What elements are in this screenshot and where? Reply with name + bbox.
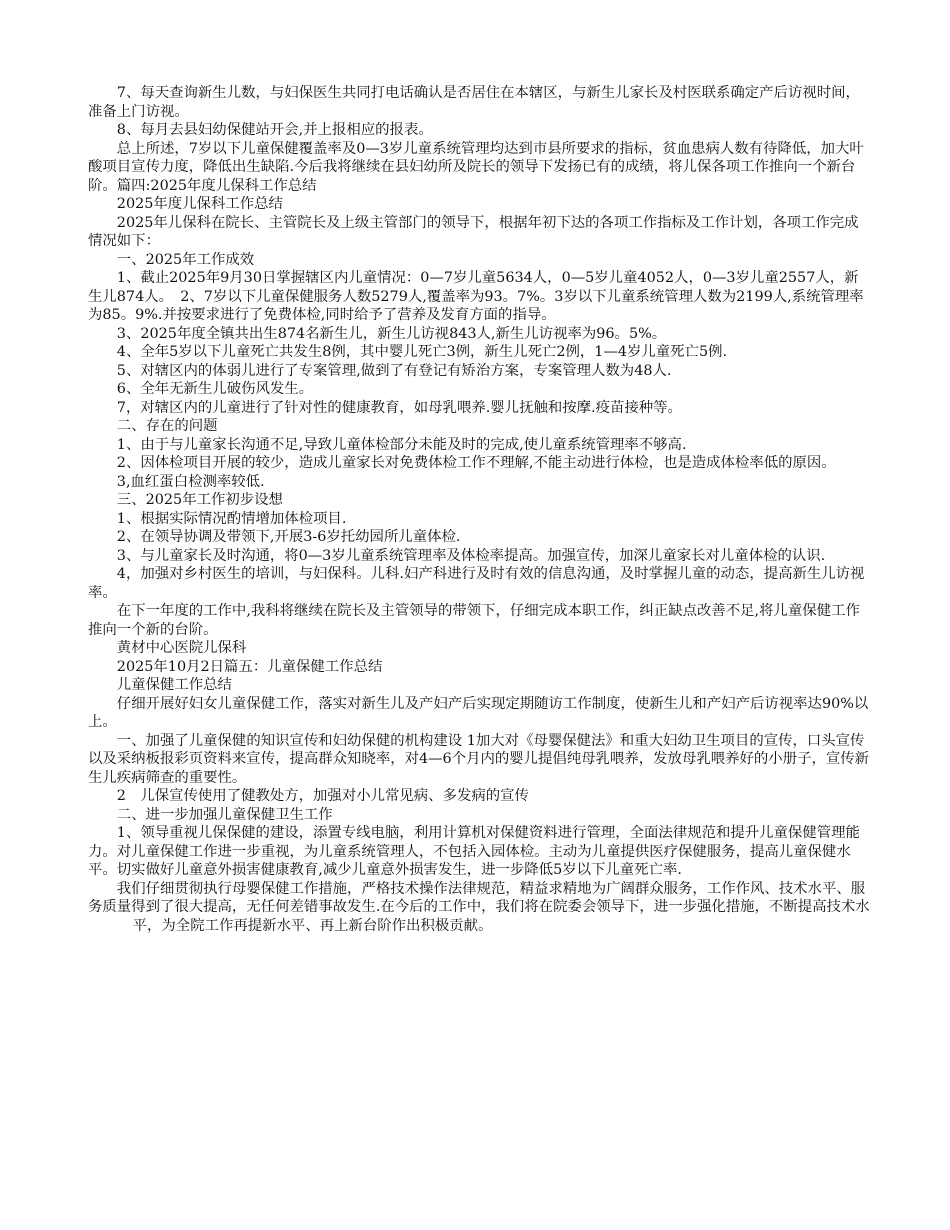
paragraph: 2、因体检项目开展的较少，造成儿童家长对免费体检工作不理解,不能主动进行体检，也是造成体检率低的原因。 <box>116 455 836 471</box>
paragraph: 我们仔细贯彻执行母婴保健工作措施，严格技术操作法律规范，精益求精地为广阔群众服务，工作作风、技术水平、服务质量得到了很大提高，无任何差错事故发生.在今后的工作中，我们将在院委会领导下，进一步强化措施，不断提高技术水 <box>88 880 870 915</box>
paragraph: 6、全年无新生儿破伤风发生。 <box>116 381 314 397</box>
paragraph: 1、由于与儿童家长沟通不足,导致儿童体检部分未能及时的完成,使儿童系统管理率不够高. <box>116 436 687 453</box>
paragraph: 1、领导重视儿保保健的建设，添置专线电脑，利用计算机对保健资料进行管理，全面法律规范和提升儿童保健管理能力。对儿童保健工作进一步重视，为儿童系统管理人，不包括入园体检。主动为儿童提供医疗保健服务，提高儿童保健水平。切实做好儿童意外损害健康教育,减少儿童意外损害发生，进一步降低5岁以下儿童死亡率. <box>88 825 860 878</box>
section-heading: 2025年度儿保科工作总结 <box>116 196 283 212</box>
paragraph: 2025年儿保科在院长、主管院长及上级主管部门的领导下，根据年初下达的各项工作指标及工作计划，各项工作完成情况如下： <box>88 214 859 249</box>
paragraph: 仔细开展好妇女儿童保健工作，落实对新生儿及产妇产后实现定期随访工作制度，使新生儿和产妇产后访视率达90%以上。 <box>88 695 869 730</box>
paragraph: 1、根据实际情况酌情增加体检项目. <box>116 510 347 527</box>
section-heading: 二、进一步加强儿童保健卫生工作 <box>116 806 333 823</box>
paragraph: 3、2025年度全镇共出生874名新生儿，新生儿访视843人,新生儿访视率为96。5%。 <box>116 325 667 342</box>
paragraph: 2、在领导协调及带领下,开展3-6岁托幼园所儿童体检. <box>116 529 461 545</box>
paragraph: 4，加强对乡村医生的培训，与妇保科。儿科.妇产科进行及时有效的信息沟通，及时掌握儿童的动态，提高新生儿访视率。 <box>88 566 865 601</box>
paragraph: 3,血红蛋白检测率较低. <box>116 473 265 490</box>
section-heading: 一、2025年工作成效 <box>116 251 255 268</box>
paragraph: 一、加强了儿童保健的知识宣传和妇幼保健的机构建设 1加大对《母婴保健法》和重大妇幼卫生项目的宣传，口头宣传以及采纳板报彩页资料来宣传，提高群众知晓率，对4—6个月内的婴儿提倡纯母乳喂养，发放母乳喂养好的小册子，宣传新生儿疾病筛查的重要性。 <box>88 732 870 786</box>
signature-line: 黄材中心医院儿保科 <box>116 640 247 656</box>
paragraph: 7、每天查询新生儿数，与妇保医生共同打电话确认是否居住在本辖区，与新生儿家长及村医联系确定产后访视时间，准备上门访视。 <box>88 85 860 120</box>
paragraph: 2 儿保宣传使用了健教处方，加强对小儿常见病、多发病的宣传 <box>116 788 529 804</box>
document-body <box>88 84 870 935</box>
section-heading: 二、存在的问题 <box>116 418 218 434</box>
paragraph: 8、每月去县妇幼保健站开会,并上报相应的报表。 <box>116 122 433 138</box>
section-heading: 三、2025年工作初步设想 <box>116 492 283 508</box>
paragraph: 3、与儿童家长及时沟通，将0—3岁儿童系统管理率及体检率提高。加强宣传，加深儿童家长对儿童体检的认识. <box>116 547 826 564</box>
paragraph: 平，为全院工作再提新水平、再上新台阶作出积极贡献。 <box>132 917 493 934</box>
section-heading: 儿童保健工作总结 <box>116 677 232 693</box>
paragraph: 总上所述，7岁以下儿童保健覆盖率及0—3岁儿童系统管理均达到市县所要求的指标，贫血患病人数有待降低，加大叶酸项目宣传力度，降低出生缺陷.今后我将继续在县妇幼所及院长的领导下发扬已有的成绩，将儿保各项工作推向一个新台阶。篇四:2025年度儿保科工作总结 <box>88 140 864 194</box>
paragraph: 5、对辖区内的体弱儿进行了专案管理,做到了有登记有矫治方案，专案管理人数为48人. <box>116 362 672 379</box>
paragraph: 在下一年度的工作中,我科将继续在院长及主管领导的带领下，仔细完成本职工作，纠正缺点改善不足,将儿童保健工作推向一个新的台阶。 <box>88 603 860 638</box>
paragraph: 4、全年5岁以下儿童死亡共发生8例，其中婴儿死亡3例，新生儿死亡2例，1—4岁儿童死亡5例. <box>116 344 728 360</box>
paragraph: 1、截止2025年9月30日掌握辖区内儿童情况：0—7岁儿童5634人，0—5岁儿童4052人，0—3岁儿童2557人，新生儿874人。 2、7岁以下儿童保健服务人数5279人,覆盖率为93。7%。3岁以下儿童系统管理人数为2199人,系统管理率为85。9%.并按要求进行了免费体检,同时给予了营养及发育方面的指导。 <box>88 270 864 323</box>
paragraph: 7，对辖区内的儿童进行了针对性的健康教育，如母乳喂养.婴儿抚触和按摩.疫苗接种等。 <box>116 399 682 416</box>
date-line: 2025年10月2日篇五：儿童保健工作总结 <box>116 658 383 675</box>
